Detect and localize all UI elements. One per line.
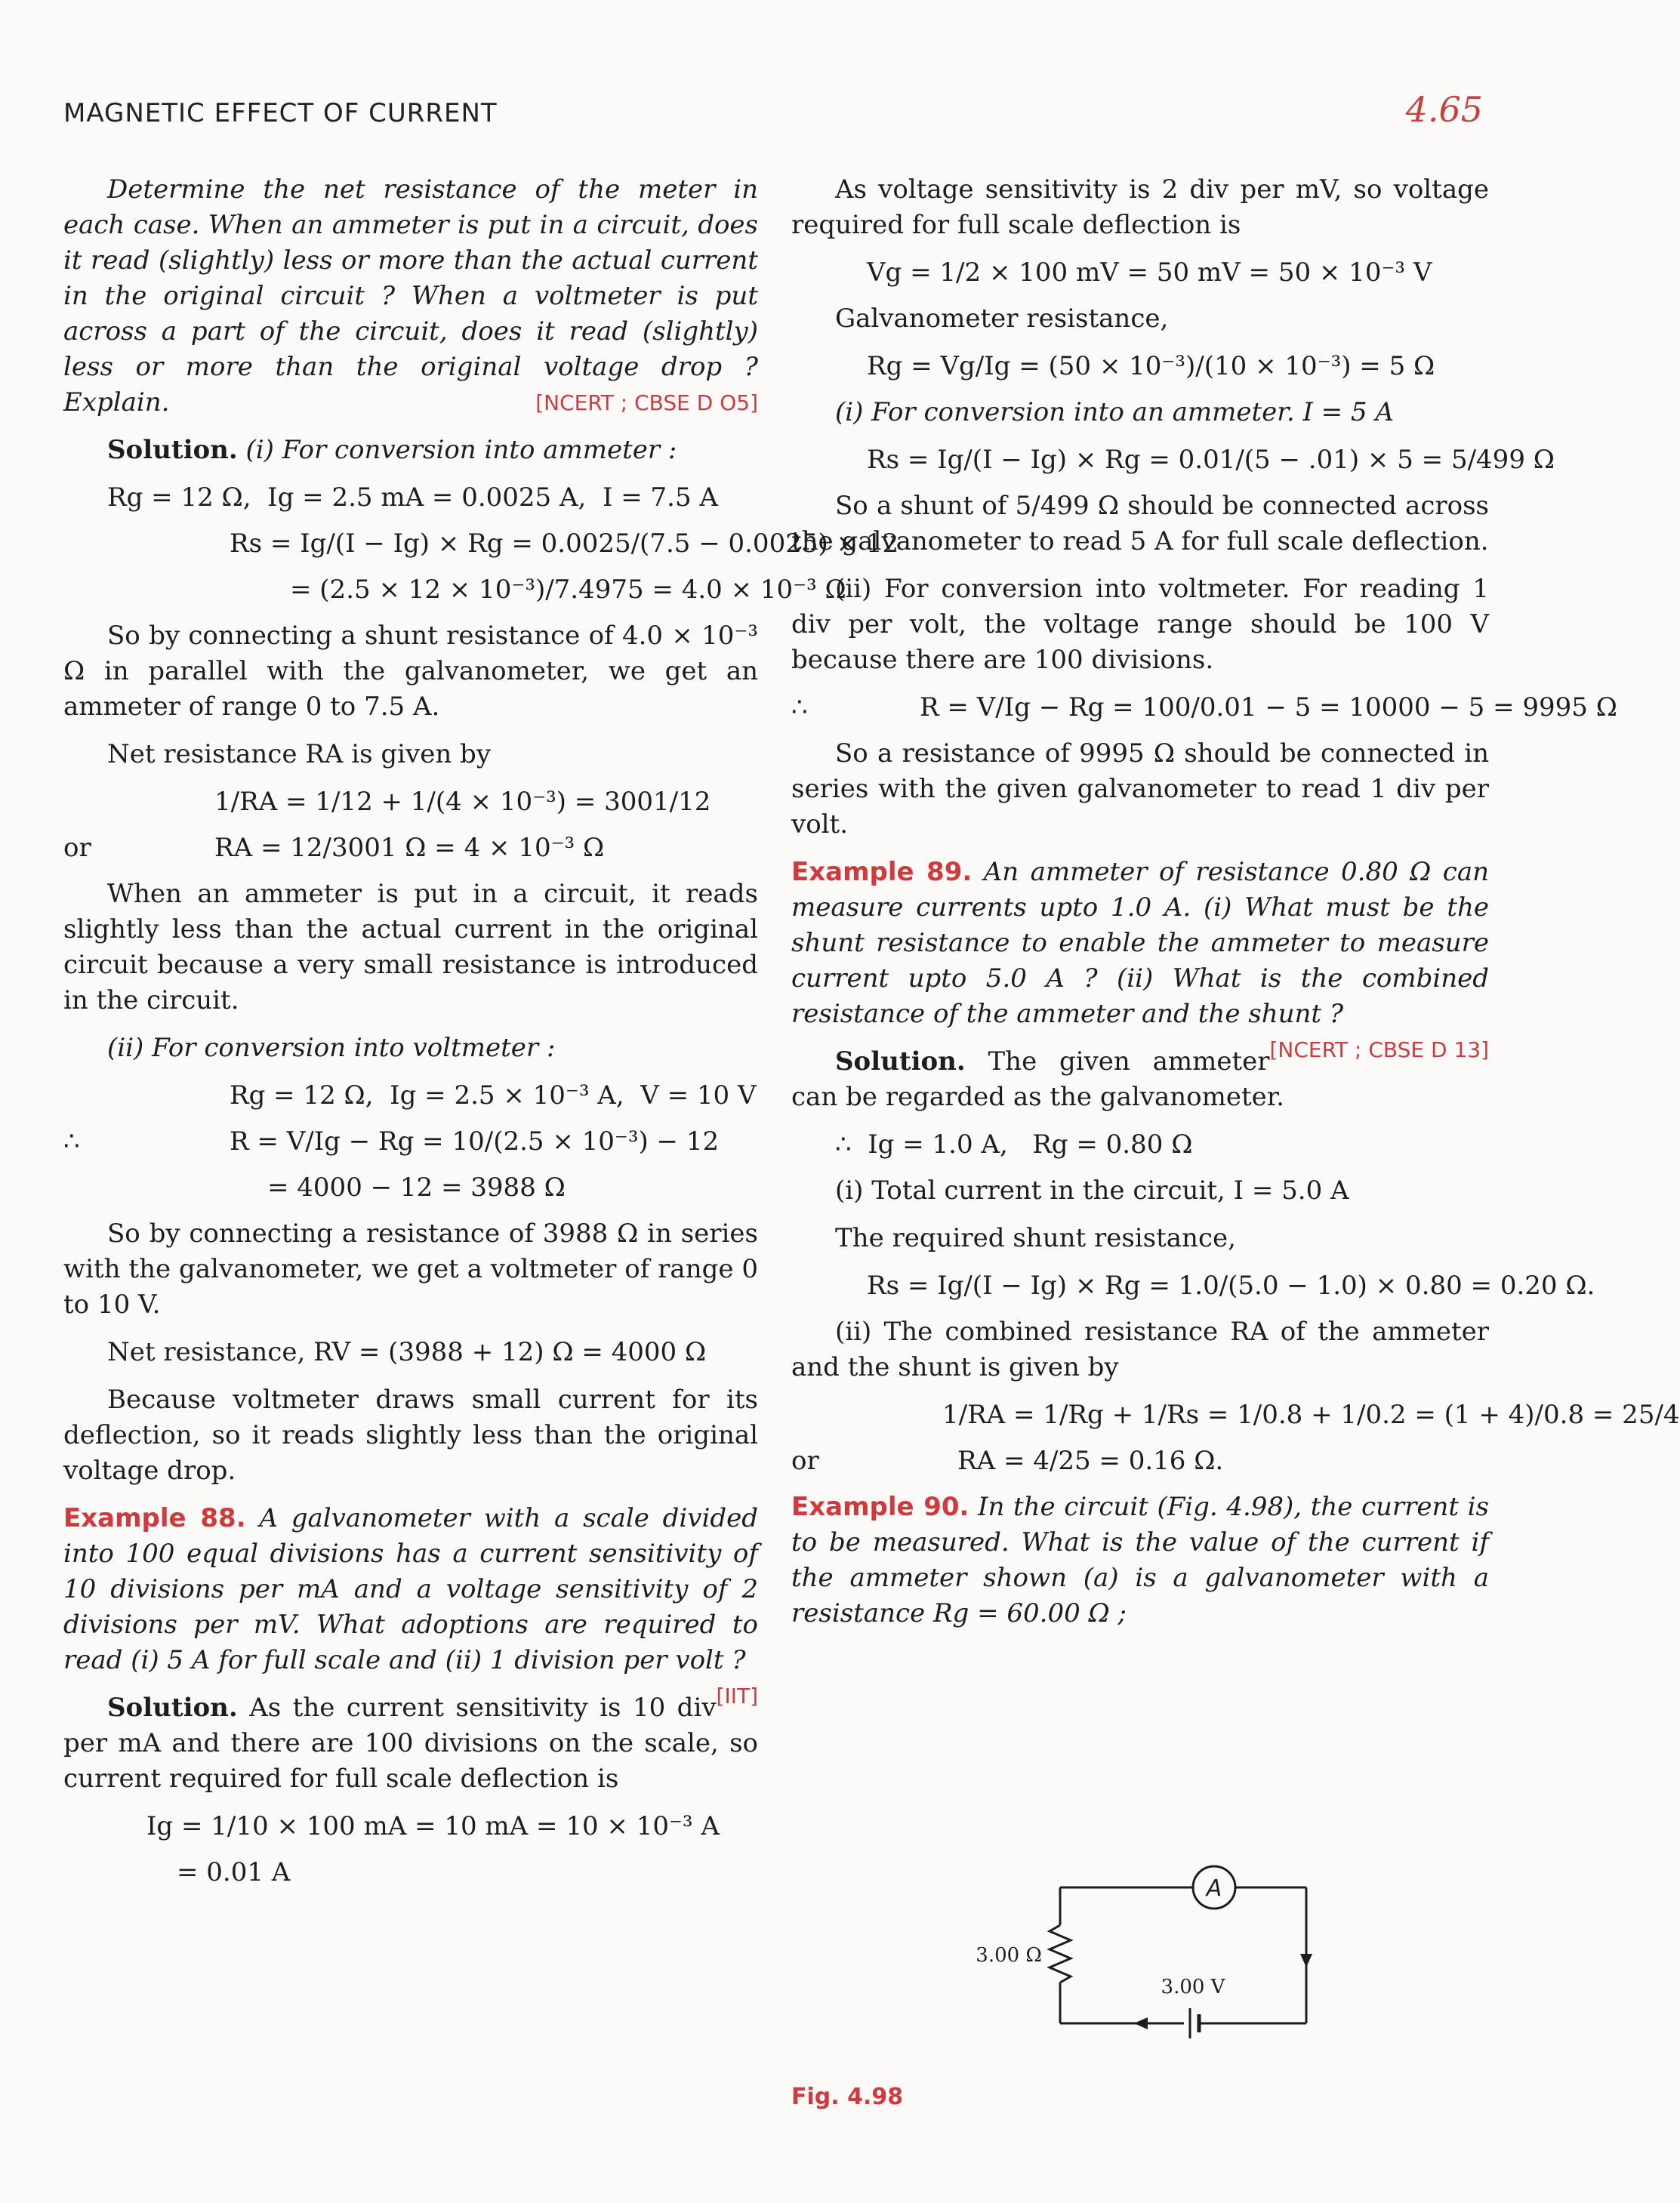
example-88-reference: [IIT] <box>716 1684 758 1708</box>
example-90-text: In the circuit (Fig. 4.98), the current is to be measured. What is the value of the current if the ammeter shown (a) is a galvanometer with a resistance Rg = 60.00 Ω ; <box>791 1492 1489 1628</box>
paragraph-shunt-5a: So a shunt of 5/499 Ω should be connected across the galvanometer to read 5 A for full scale deflection. <box>791 491 1489 556</box>
example-88-label: Example 88. <box>63 1503 246 1533</box>
chapter-header: MAGNETIC EFFECT OF CURRENT <box>63 98 498 128</box>
solution-88 <box>63 1690 758 1797</box>
question-body: Determine the net resistance of the meter in each case. When an ammeter is put in a circuit, does it read (slightly) less or more than the actual current in the original circuit ? When a voltmeter is put across a part of the circuit, does it read (slightly) less or more than the original voltage drop ? Explain. <box>63 174 758 417</box>
solution-intro <box>63 433 758 468</box>
equation-series-resistance: R = V/Ig − Rg = 10/(2.5 × 10⁻³) − 12 <box>230 1126 720 1157</box>
equation-combined-resistance: 1/RA = 1/Rg + 1/Rs = 1/0.8 + 1/0.2 = (1 + 4)/0.8 = 25/4 <box>942 1400 1680 1430</box>
equation-net-resistance: 1/RA = 1/12 + 1/(4 × 10⁻³) = 3001/12 <box>214 787 711 817</box>
paragraph-galvanometer-resistance: Galvanometer resistance, <box>835 303 1169 334</box>
example-90-label: Example 90. <box>791 1492 969 1522</box>
question-text <box>63 172 758 421</box>
equation-voltmeter-line <box>791 690 1617 726</box>
therefore-symbol: ∴ <box>791 692 808 723</box>
paragraph-series-9995: So a resistance of 9995 Ω should be connected in series with the given galvanometer to read 1 div per volt. <box>791 738 1489 840</box>
page-number: 4.65 <box>1405 89 1483 130</box>
example-89-text: An ammeter of resistance 0.80 Ω can measure currents upto 1.0 A. (i) What must be the shunt resistance to enable the ammeter to measure current upto 5.0 A ? (ii) What is the combined resistance of the ammeter and the shunt ? <box>791 857 1489 1029</box>
example-89-reference: [NCERT ; CBSE D 13] <box>1269 1037 1489 1062</box>
solution-88-label: Solution. <box>107 1693 238 1723</box>
equation-ra-result: RA = 12/3001 Ω = 4 × 10⁻³ Ω <box>214 833 605 863</box>
paragraph-voltage-sensitivity: As voltage sensitivity is 2 div per mV, so voltage required for full scale deflection is <box>791 174 1489 240</box>
equation-shunt-0-20: Rs = Ig/(I − Ig) × Rg = 1.0/(5.0 − 1.0) × 0.80 = 0.20 Ω. <box>867 1271 1595 1301</box>
equation-ra-line <box>63 830 758 866</box>
solution-88-text: As the current sensitivity is 10 div per mA and there are 100 divisions on the scale, so current required for full scale deflection is <box>63 1693 758 1794</box>
equation-shunt-5a: Rs = Ig/(I − Ig) × Rg = 0.01/(5 − .01) × 5 = 5/499 Ω <box>867 445 1555 475</box>
right-column <box>791 172 1680 1644</box>
equation-shunt-formula: Rs = Ig/(I − Ig) × Rg = 0.0025/(7.5 − 0.0025) × 12 <box>230 528 899 559</box>
equation-series-result: = 4000 − 12 = 3988 Ω <box>267 1172 566 1203</box>
equation-given-values: Rg = 12 Ω, Ig = 2.5 mA = 0.0025 A, I = 7.5 A <box>107 482 718 513</box>
equation-series-9995: R = V/Ig − Rg = 100/0.01 − 5 = 10000 − 5 = 9995 Ω <box>920 692 1617 723</box>
paragraph-net-resistance: Net resistance RA is given by <box>107 739 492 769</box>
paragraph-voltmeter-reading: Because voltmeter draws small current for its deflection, so it reads slightly less than the original voltage drop. <box>63 1385 758 1486</box>
or-label: or <box>791 1446 819 1476</box>
arrow-left-icon <box>1134 2017 1148 2029</box>
equation-full-scale-voltage: Vg = 1/2 × 100 mV = 50 mV = 50 × 10⁻³ V <box>867 257 1432 288</box>
example-89-label: Example 89. <box>791 857 973 887</box>
equation-voltmeter-given: Rg = 12 Ω, Ig = 2.5 × 10⁻³ A, V = 10 V <box>230 1080 757 1111</box>
equation-galvanometer-resistance: Rg = Vg/Ig = (50 × 10⁻³)/(10 × 10⁻³) = 5 Ω <box>867 351 1435 381</box>
question-reference: [NCERT ; CBSE D O5] <box>535 390 758 415</box>
or-label: or <box>63 833 91 863</box>
paragraph-combined-resistance: (ii) The combined resistance RA of the ammeter and the shunt is given by <box>791 1317 1489 1382</box>
ammeter-label: A <box>1206 1875 1222 1902</box>
paragraph-voltmeter-net: Net resistance, RV = (3988 + 12) Ω = 4000 Ω <box>107 1337 707 1367</box>
solution-89-text: The given ammeter can be regarded as the galvanometer. <box>791 1046 1285 1112</box>
solution-part-ii: (ii) For conversion into voltmeter : <box>107 1033 556 1063</box>
example-90 <box>791 1490 1489 1631</box>
equation-ra-0-16: RA = 4/25 = 0.16 Ω. <box>957 1446 1224 1476</box>
circuit-diagram <box>959 1865 1321 2038</box>
paragraph-part-ii: (ii) For conversion into voltmeter. For reading 1 div per volt, the voltage range should be 100 V because there are 100 divisions. <box>791 574 1489 675</box>
equation-full-scale-result: = 0.01 A <box>177 1857 291 1887</box>
paragraph-ammeter-reading: When an ammeter is put in a circuit, it reads slightly less than the actual current in the original circuit because a very small resistance is introduced in the circuit. <box>63 879 758 1015</box>
equation-ammeter-values: ∴ Ig = 1.0 A, Rg = 0.80 Ω <box>835 1129 1193 1160</box>
example-88-text: A galvanometer with a scale divided into 100 equal divisions has a current sensitivity of 10 divisions per mA and a voltage sensitivity of 2 divisions per mV. What adoptions are required to read (i) 5 A for full scale and (ii) 1 division per volt ? <box>63 1503 758 1675</box>
paragraph-required-shunt: The required shunt resistance, <box>835 1223 1236 1253</box>
paragraph-shunt-conclusion: So by connecting a shunt resistance of 4.0 × 10⁻³ Ω in parallel with the galvanometer, we get an ammeter of range 0 to 7.5 A. <box>63 621 758 722</box>
resistor-label: 3.00 Ω <box>976 1944 1042 1967</box>
figure-caption: Fig. 4.98 <box>791 2084 904 2110</box>
paragraph-total-current: (i) Total current in the circuit, I = 5.0 A <box>835 1175 1349 1206</box>
equation-full-scale-current: Ig = 1/10 × 100 mA = 10 mA = 10 × 10⁻³ A <box>146 1811 720 1841</box>
solution-part-i: (i) For conversion into ammeter : <box>245 435 677 465</box>
battery-label: 3.00 V <box>1161 1976 1225 1998</box>
equation-shunt-result: = (2.5 × 12 × 10⁻³)/7.4975 = 4.0 × 10⁻³ Ω <box>290 575 846 605</box>
solution-label: Solution. <box>107 435 238 465</box>
solution-89-label: Solution. <box>835 1046 966 1077</box>
arrow-down-icon <box>1300 1954 1312 1967</box>
paragraph-part-i: (i) For conversion into an ammeter. I = 5 A <box>835 397 1394 427</box>
equation-voltmeter-line <box>63 1124 758 1160</box>
equation-ra-line <box>791 1444 1489 1479</box>
paragraph-voltmeter-conclusion: So by connecting a resistance of 3988 Ω in series with the galvanometer, we get a voltmeter of range 0 to 10 V. <box>63 1219 758 1320</box>
therefore-symbol: ∴ <box>63 1126 80 1157</box>
resistor-symbol <box>1050 1925 1071 1983</box>
